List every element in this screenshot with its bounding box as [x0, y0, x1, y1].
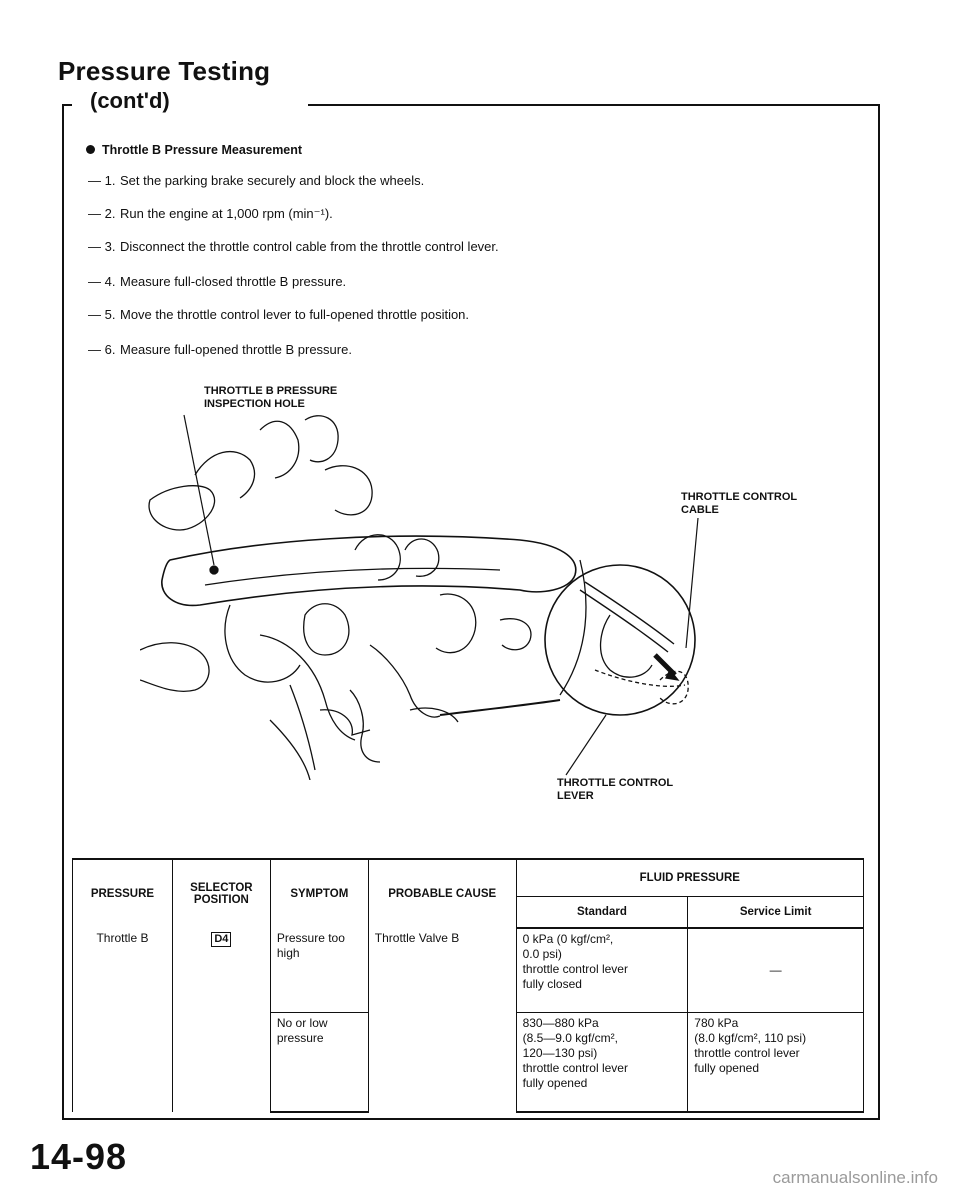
step-text: Set the parking brake securely and block the wheels.: [120, 173, 425, 188]
frame-top-border-left: [62, 104, 72, 106]
cell-line: 0 kPa (0 kgf/cm²,: [522, 932, 614, 946]
step-number: — 1.: [88, 173, 116, 188]
pressure-spec-table: [72, 858, 864, 1113]
step-6: [88, 342, 352, 357]
step-text: Run the engine at 1,000 rpm (min⁻¹).: [120, 206, 333, 221]
header-symptom: SYMPTOM: [270, 859, 368, 928]
section-heading-text: Throttle B Pressure Measurement: [102, 143, 303, 157]
step-text: Disconnect the throttle control cable from the throttle control lever.: [120, 239, 499, 254]
label-line: THROTTLE CONTROL: [557, 777, 674, 789]
cell-line: throttle control lever: [522, 1061, 628, 1075]
cell-service-limit: —: [688, 928, 864, 1013]
header-line: SELECTOR: [190, 882, 253, 894]
step-number: — 6.: [88, 342, 116, 357]
page-number: 14-98: [30, 1136, 128, 1177]
label-line: LEVER: [557, 790, 594, 802]
cell-line: throttle control lever: [694, 1046, 800, 1060]
cell-standard: [516, 1013, 688, 1113]
bullet-icon: [86, 145, 95, 154]
step-number: — 5.: [88, 307, 116, 322]
cell-line: 780 kPa: [694, 1016, 739, 1030]
cell-service-limit: [688, 1013, 864, 1113]
watermark: carmanualsonline.info: [772, 1168, 938, 1187]
step-text: Measure full-opened throttle B pressure.: [120, 342, 352, 357]
header-service-limit: Service Limit: [688, 897, 864, 929]
engine-illustration: [140, 390, 730, 780]
cell-line: 0.0 psi): [522, 947, 562, 961]
header-standard: Standard: [516, 897, 688, 929]
header-line: POSITION: [193, 894, 249, 906]
table-header-row: [73, 859, 864, 897]
section-heading: [86, 143, 302, 157]
step-1: [88, 173, 424, 188]
step-text: Move the throttle control lever to full-opened throttle position.: [120, 307, 470, 322]
step-number: — 4.: [88, 274, 116, 289]
cell-standard: [516, 928, 688, 1013]
cell-line: fully opened: [522, 1076, 588, 1090]
cell-line: fully closed: [522, 977, 582, 991]
selector-d4-badge: D4: [211, 932, 231, 947]
label-line: THROTTLE CONTROL: [681, 491, 798, 503]
header-fluid-pressure: FLUID PRESSURE: [516, 859, 863, 897]
cell-symptom: Pressure too high: [270, 928, 368, 1013]
label-line: INSPECTION HOLE: [204, 398, 305, 410]
label-throttle-control-lever: [557, 777, 673, 803]
header-probable-cause: PROBABLE CAUSE: [368, 859, 516, 928]
cell-line: 830—880 kPa: [522, 1016, 599, 1030]
cell-line: (8.0 kgf/cm², 110 psi): [694, 1031, 807, 1045]
step-text: Measure full-closed throttle B pressure.: [120, 274, 347, 289]
step-5: [88, 307, 469, 322]
cell-symptom: No or low pressure: [270, 1013, 368, 1113]
cell-selector: [172, 928, 270, 1112]
page-subtitle: (cont'd): [86, 88, 174, 114]
step-4: [88, 274, 346, 289]
label-line: CABLE: [681, 504, 719, 516]
table-row: [73, 928, 864, 1013]
label-line: THROTTLE B PRESSURE: [204, 385, 338, 397]
header-pressure: PRESSURE: [73, 859, 173, 928]
step-number: — 2.: [88, 206, 116, 221]
cell-line: 120—130 psi): [522, 1046, 598, 1060]
cell-line: (8.5—9.0 kgf/cm²,: [522, 1031, 618, 1045]
header-selector-position: [172, 859, 270, 928]
frame-top-border-right: [308, 104, 878, 106]
cell-probable-cause: Throttle Valve B: [368, 928, 516, 1112]
page-title: Pressure Testing: [58, 56, 271, 86]
cell-line: throttle control lever: [522, 962, 628, 976]
step-number: — 3.: [88, 239, 116, 254]
cell-line: fully opened: [694, 1061, 759, 1075]
step-2: [88, 206, 333, 222]
step-3: [88, 239, 499, 254]
cell-pressure: Throttle B: [73, 928, 173, 1112]
